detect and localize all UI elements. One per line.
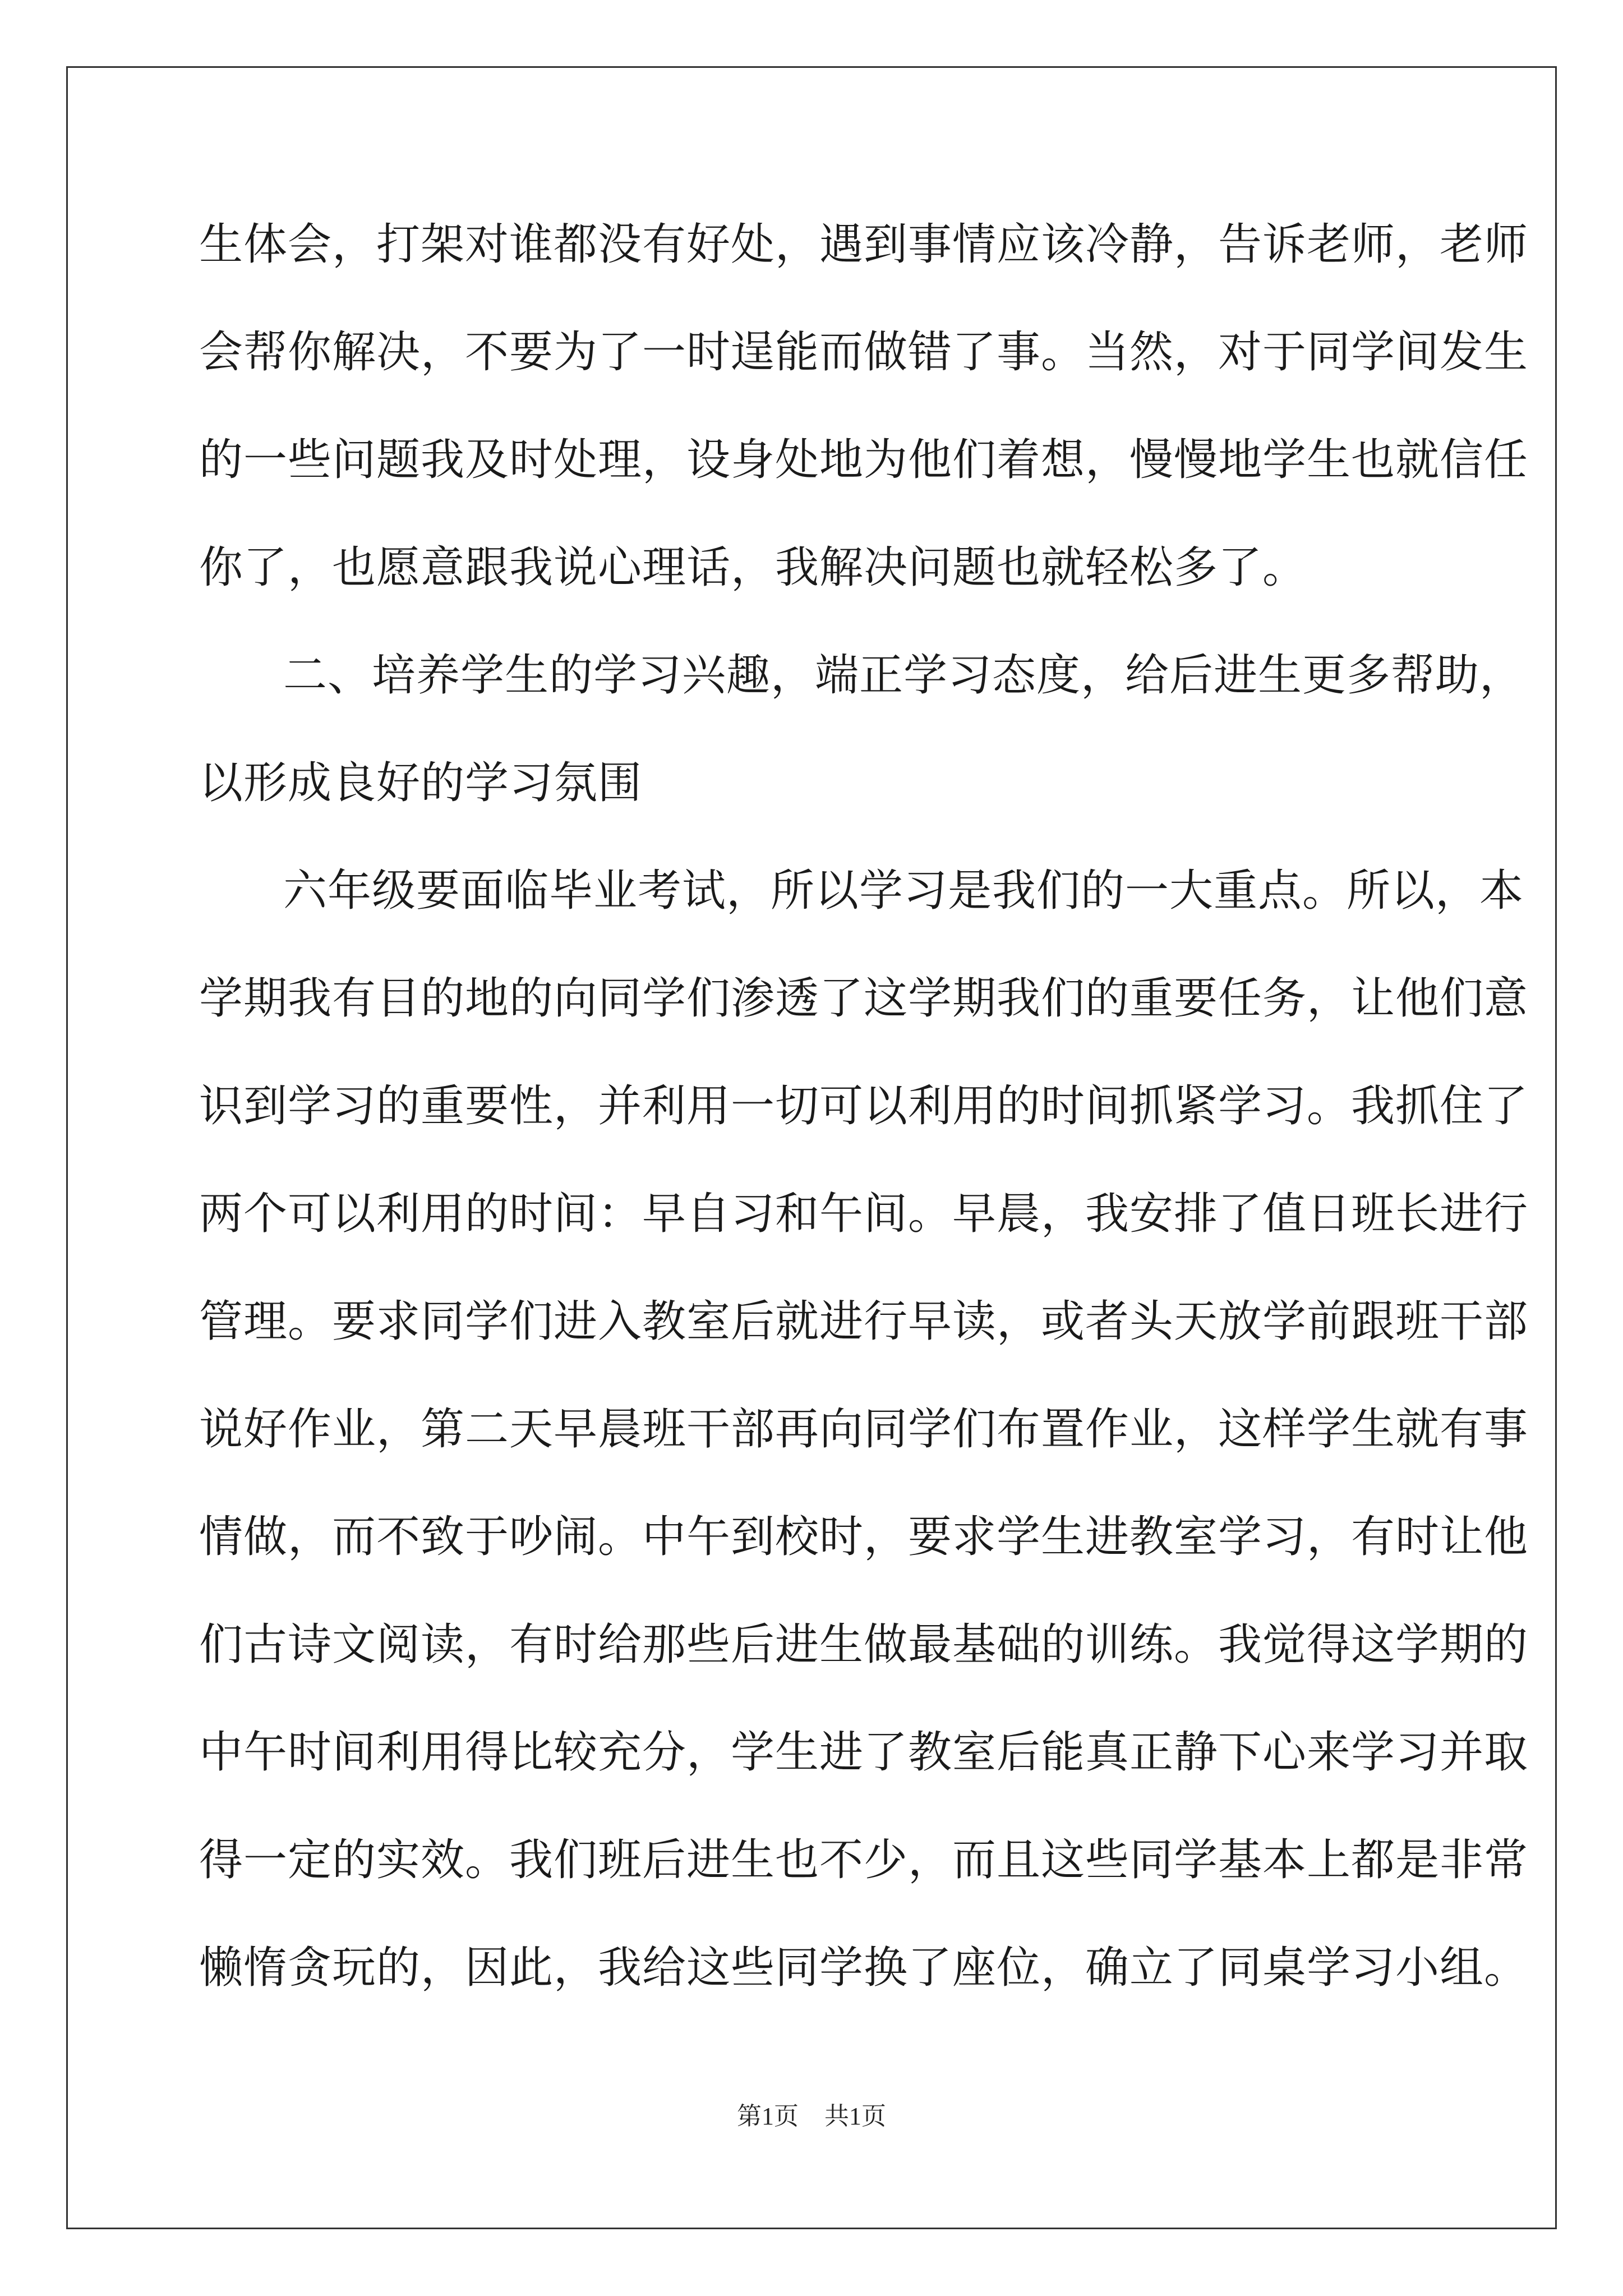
text-line: 识到学习的重要性，并利用一切可以利用的时间抓紧学习。我抓住了 xyxy=(199,1081,1529,1131)
page-number-current: 第1页 xyxy=(737,2102,799,2130)
text-line: 生体会，打架对谁都没有好处，遇到事情应该冷静，告诉老师，老师 xyxy=(199,219,1529,270)
paragraph-first-line: 六年级要面临毕业考试，所以学习是我们的一大重点。所以，本 xyxy=(283,866,1524,916)
section-heading-line: 以形成良好的学习氛围 xyxy=(199,758,643,808)
text-line: 懒惰贪玩的，因此，我给这些同学换了座位，确立了同桌学习小组。 xyxy=(199,1943,1529,1993)
section-heading-line: 二、培养学生的学习兴趣，端正学习态度，给后进生更多帮助， xyxy=(283,650,1524,701)
text-line: 学期我有目的地的向同学们渗透了这学期我们的重要任务，让他们意 xyxy=(199,973,1529,1024)
document-body xyxy=(199,191,1529,2022)
text-line: 说好作业，第二天早晨班干部再向同学们布置作业，这样学生就有事 xyxy=(199,1404,1529,1455)
text-line: 两个可以利用的时间：早自习和午间。早晨，我安排了值日班长进行 xyxy=(199,1189,1529,1239)
text-line: 管理。要求同学们进入教室后就进行早读，或者头天放学前跟班干部 xyxy=(199,1296,1529,1347)
text-line: 你了，也愿意跟我说心理话，我解决问题也就轻松多了。 xyxy=(199,542,1307,593)
text-line: 情做，而不致于吵闹。中午到校时，要求学生进教室学习，有时让他 xyxy=(199,1512,1529,1562)
text-line: 的一些问题我及时处理，设身处地为他们着想，慢慢地学生也就信任 xyxy=(199,435,1529,485)
text-line: 会帮你解决，不要为了一时逞能而做错了事。当然，对于同学间发生 xyxy=(199,327,1529,378)
page-footer xyxy=(0,2096,1623,2132)
text-line: 中午时间利用得比较充分，学生进了教室后能真正静下心来学习并取 xyxy=(199,1727,1529,1778)
text-line: 得一定的实效。我们班后进生也不少，而且这些同学基本上都是非常 xyxy=(199,1835,1529,1885)
page-number-total: 共1页 xyxy=(824,2102,886,2130)
text-line: 们古诗文阅读，有时给那些后进生做最基础的训练。我觉得这学期的 xyxy=(199,1619,1529,1670)
